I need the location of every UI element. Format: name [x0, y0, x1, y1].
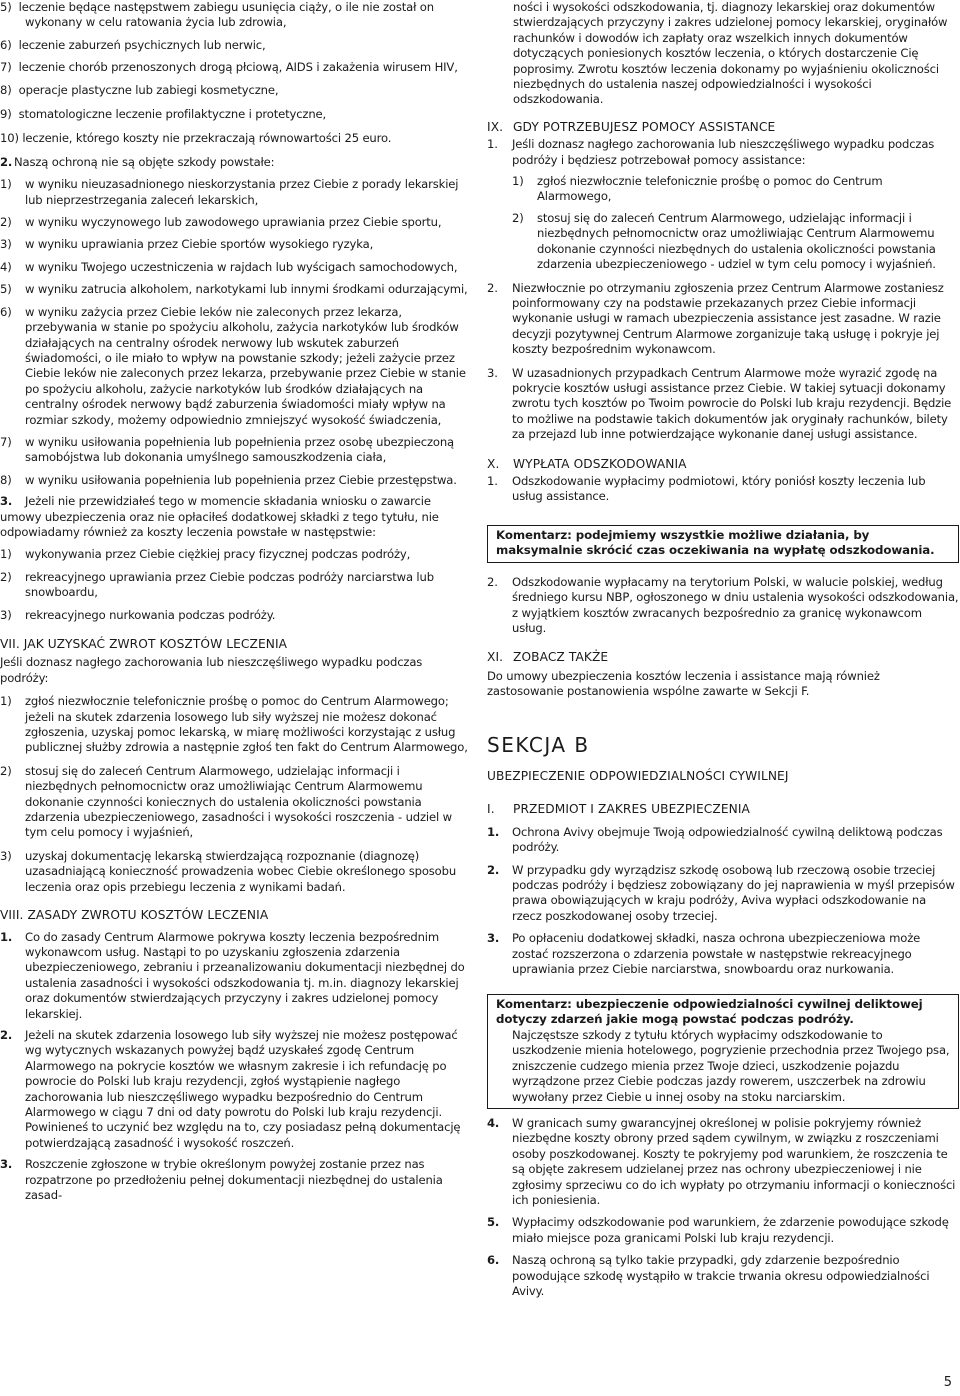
list-item-number: 1.: [487, 824, 500, 839]
ix-item-2: 2. Niezwłocznie po otrzymaniu zgłoszenia przez Centrum Alarmowe zostaniesz poinformowany czy na podstawie przekazanych przez Ciebie informacji wykonanie usługi w ramach ubezpieczenia assistance jest zasadne. W razie decyzji pozytywnej Centrum Alarmowe zorganizuje taką usługę i pokryje jej koszty bezpośrednim wykonawcom.: [487, 280, 944, 357]
list-item-text: Ochrona Avivy obejmuje Twoją odpowiedzialność cywilną deliktową podczas podróży.: [512, 824, 943, 855]
vii-list: [0, 694, 470, 895]
list-item-text: Naszą ochroną są tylko takie przypadki, gdy zdarzenie bezpośrednio powodujące szkodę wystąpiło w trakcie trwania okresu odpowiedzialności Avivy.: [512, 1253, 930, 1299]
list-item-number: 1): [0, 694, 12, 709]
list-item-text: stosuj się do zaleceń Centrum Alarmowego, udzielając informacji i niezbędnych pełnomocnictw oraz umożliwiając Centrum Alarmowemu dokonanie czynności niezbędnych do ustalenia okoliczności powstania zdarzenia ubezpieczeniowego - udziel w tym celu pomocy i wyjaśnień.: [537, 210, 936, 272]
list-item-number: 1): [0, 547, 12, 562]
exclusions-list: [0, 177, 470, 488]
list-item-number: 2): [0, 569, 12, 584]
list-item-text: w wyniku uprawiania przez Ciebie sportów wysokiego ryzyka,: [25, 237, 374, 252]
paragraph-2: 2. Naszą ochroną nie są objęte szkody powstałe:: [0, 154, 275, 169]
left-column: [0, 0, 470, 1203]
list-item: [512, 174, 959, 205]
x-item-2: 2. Odszkodowanie wypłacamy na terytorium Polski, w walucie polskiej, według średniego kursu NBP, ogłoszonego w dniu ustalenia wysokości odszkodowania, z wyjątkiem kosztów zwracanych bezpośrednio za granicę wykonawcom usług.: [487, 574, 959, 635]
list-item-number: 2): [0, 215, 12, 230]
section-heading-xi: XI. ZOBACZ TAKŻE: [487, 650, 609, 665]
section-heading-viii: VIII. ZASADY ZWROTU KOSZTÓW LECZENIA: [0, 908, 269, 923]
list-item: [0, 694, 470, 756]
list-item: [0, 305, 470, 428]
list-item-text: wykonywania przez Ciebie ciężkiej pracy fizycznej podczas podróży,: [25, 547, 411, 562]
list-item: [0, 570, 470, 601]
list-item: [0, 764, 470, 841]
list-item: [487, 863, 959, 925]
list-item: [0, 260, 470, 275]
list-item: [0, 473, 470, 488]
list-item-text: w wyniku Twojego uczestniczenia w rajdach lub wyścigach samochodowych,: [25, 259, 458, 274]
list-item: [0, 849, 470, 895]
ix-item-1: 1. Jeśli doznasz nagłego zachorowania lub nieszczęśliwego wypadku podczas podróży i będziesz potrzebował pomocy assistance:: [487, 137, 935, 167]
list-item-number: 3.: [487, 931, 500, 946]
list-item-text: Roszczenie zgłoszone w trybie określonym powyżej zostanie przez nas rozpatrzone po przedłożeniu pełnej dokumentacji niezbędnej do ustalenia zasad-: [25, 1157, 443, 1202]
list-item: [0, 930, 470, 1022]
list-item-number: 3): [0, 607, 12, 622]
list-item-number: 6): [0, 304, 12, 319]
list-item-text: Wypłacimy odszkodowanie pod warunkiem, że zdarzenie powodujące szkodę miało miejsce poza granicami Polski lub kraju rezydencji.: [512, 1215, 949, 1245]
list-item-number: 5.: [487, 1215, 500, 1230]
list-item-number: 7): [0, 434, 12, 449]
i-list: [487, 825, 959, 978]
list-item-number: 2): [512, 210, 524, 225]
list-item: [0, 237, 470, 252]
list-item: [487, 1116, 959, 1208]
list-item-text: zgłoś niezwłocznie telefonicznie prośbę o pomoc do Centrum Alarmowego,: [537, 174, 883, 204]
list-item: 9) stomatologiczne leczenie profilaktyczne i protetyczne,: [0, 107, 327, 122]
list-item-text: w wyniku usiłowania popełnienia lub popełnienia przez Ciebie przestępstwa.: [25, 472, 457, 487]
list-item-text: W przypadku gdy wyrządzisz szkodę osobową lub rzeczową osobie trzeciej podczas podróży i będziesz zobowiązany do jej naprawienia w myśl przepisów prawa obowiązujących w kraju podróży, Aviva wypłaci odszkodowanie na rzecz poszkodowanej osoby trzeciej.: [512, 862, 955, 923]
list-item-number: 6.: [487, 1253, 500, 1268]
list-item-text: w wyniku zatrucia alkoholem, narkotykami lub innymi środkami odurzającymi,: [25, 282, 468, 297]
list-item-number: 2): [0, 763, 12, 778]
list-item: 7) leczenie chorób przenoszonych drogą płciową, AIDS i zakażenia wirusem HIV,: [0, 60, 458, 75]
list-item: [0, 1028, 470, 1151]
list-item: [0, 547, 470, 562]
list-item-text: w wyniku zażycia przez Ciebie leków nie zaleconych przez lekarza, przebywania w stanie po spożyciu alkoholu, zażycia narkotyków lub środków działających na centralny ośrodek nerwowy lub wskutek zaburzeń świadomości, o ile miało to wpływ na powstanie szkody; jeżeli zażycie przez Ciebie leków nie zaleconych przez lekarza, przebywanie przez Ciebie w stanie po spożyciu alkoholu, zażycie narkotyków lub środków działających na centralny ośrodek nerwowy bądź zaburzenia świadomości miały wpływ na rozmiar szkody, możemy odpowiednio zmniejszyć wysokość świadczenia,: [25, 304, 466, 427]
section-b-title: SEKCJA B: [487, 732, 590, 757]
list-item-text: uzyskaj dokumentację lekarską stwierdzającą rozpoznanie (diagnozę) uzasadniającą konieczność prowadzenia wobec Ciebie określonego sposobu leczenia oraz opis przebiegu leczenia z wynikami badań.: [25, 848, 457, 894]
right-column: [487, 0, 959, 1299]
list-item-text: w wyniku usiłowania popełnienia lub popełnienia przez osobę ubezpieczoną samobójstwa lub dokonania umyślnego samouszkodzenia ciała,: [25, 434, 454, 465]
list-item: [487, 825, 959, 856]
section-heading-vii: VII. JAK UZYSKAĆ ZWROT KOSZTÓW LECZENIA: [0, 637, 288, 651]
list-item: [0, 282, 470, 297]
list-item: [487, 931, 959, 977]
list-item-text: Co do zasady Centrum Alarmowe pokrywa koszty leczenia bezpośrednim wykonawcom usług. Nastąpi to po uzyskaniu zgłoszenia zdarzenia ubezpieczeniowego, zebraniu i przeanalizowaniu dokumentacji niezbędnej do ustalenia zasadności i wysokości odszkodowania tj. m.in. diagnozy lekarskiej oraz dokumentów stwierdzających przyczyny i zakres udzielonej pomocy lekarskiej.: [25, 929, 465, 1021]
section-heading-x: X. WYPŁATA ODSZKODOWANIA: [487, 456, 687, 471]
paragraph-3: 3. Jeżeli nie przewidziałeś tego w momencie składania wniosku o zawarcie umowy ubezpieczenia oraz nie opłaciłeś dodatkowej składki z tego tytułu, nie odpowiadamy również za koszty leczenia powstałe w następstwie:: [0, 494, 439, 539]
list-item-number: 2.: [0, 1027, 13, 1042]
section-heading-ix: IX. GDY POTRZEBUJESZ POMOCY ASSISTANCE: [487, 119, 776, 134]
list-item: 10) leczenie, którego koszty nie przekraczają równowartości 25 euro.: [0, 131, 392, 146]
list-item-text: Po opłaceniu dodatkowej składki, nasza ochrona ubezpieczeniowa może zostać rozszerzona o zdarzenia powstałe w następstwie rekreacyjnego uprawiania przez Ciebie narciarstwa, snowboardu oraz nurkowania.: [512, 931, 921, 977]
section-intro: Jeśli doznasz nagłego zachorowania lub nieszczęśliwego wypadku podczas podróży:: [0, 655, 423, 685]
viii-list: [0, 930, 470, 1204]
i-list-2: [487, 1116, 959, 1299]
list-item: [0, 1157, 470, 1203]
xi-text: Do umowy ubezpieczenia kosztów leczenia i assistance mają również zastosowanie postanowienia wspólne zawarte w Sekcji F.: [487, 668, 880, 699]
list-item-number: 2.: [487, 862, 500, 877]
list-item-text: rekreacyjnego nurkowania podczas podróży.: [25, 607, 276, 622]
list-item: [0, 215, 470, 230]
list-item: 6) leczenie zaburzeń psychicznych lub nerwic,: [0, 37, 266, 52]
list-item-number: 1.: [0, 929, 13, 944]
list-item-number: 3): [0, 237, 12, 252]
page-number: 5: [943, 1375, 952, 1390]
list-item: [0, 608, 470, 623]
list-item-number: 4.: [487, 1116, 500, 1130]
list-item: [512, 211, 959, 273]
continued-text: ności i wysokości odszkodowania, tj. diagnozy lekarskiej oraz dokumentów stwierdzających przyczyny i zakres udzielonej pomocy lekarskiej, oryginałów rachunków i dowodów ich zapłaty oraz wszelkich innych dokumentów dotyczących poniesionych kosztów leczenia, o których dostarczenie Cię poprosimy. Zwrotu kosztów leczenia dokonamy po wyjaśnieniu okoliczności niezbędnych do ustalenia naszej odpowiedzialności i wysokości odszkodowania.: [513, 0, 948, 107]
list-item-number: 1): [0, 177, 12, 192]
list-item: [487, 1215, 959, 1246]
list-item-number: 1): [512, 174, 524, 189]
list-item: [487, 1253, 959, 1299]
section-b-subtitle: UBEZPIECZENIE ODPOWIEDZIALNOŚCI CYWILNEJ: [487, 769, 789, 784]
list-item-text: zgłoś niezwłocznie telefonicznie prośbę o pomoc do Centrum Alarmowego; jeżeli na skutek zdarzenia losowego lub siły wyższej nie możesz dokonać zgłoszenia, uzyskaj pomoc lekarską, w miarę możliwości korzystając z usług publicznej służby zdrowia a następnie zgłoś ten fakt do Centrum Alarmowego,: [25, 694, 468, 755]
section-heading-i: I. PRZEDMIOT I ZAKRES UBEZPIECZENIA: [487, 802, 750, 817]
list-item-number: 8): [0, 472, 12, 487]
list-item-number: 4): [0, 259, 12, 274]
list-item-text: stosuj się do zaleceń Centrum Alarmowego, udzielając informacji i niezbędnych pełnomocnictw oraz umożliwiając Centrum Alarmowemu dokonanie czynności koniecznych do ustalenia okoliczności powstania zdarzenia ubezpieczeniowego, zasadności i wysokości roszczenia - udziel w tym celu pomocy i wyjaśnień,: [25, 763, 452, 840]
list-item-text: W granicach sumy gwarancyjnej określonej w polisie pokryjemy również niezbędne koszty obrony przed sądem cywilnym, w związku z roszczeniami osoby poszkodowanej. Koszty te pokryjemy pod warunkiem, że roszczenia te są objęte zakresem udzielanej przez nas ochrony ubezpieczeniowej i nie zgłosimy sprzeciwu co do ich wypłaty po otrzymaniu informacji o konieczności ich poniesienia.: [512, 1116, 956, 1208]
list-item-text: rekreacyjnego uprawiania przez Ciebie podczas podróży narciarstwa lub snowboardu,: [25, 569, 434, 600]
ix1-list: [487, 174, 959, 272]
list-item-text: w wyniku wyczynowego lub zawodowego uprawiania przez Ciebie sportu,: [25, 215, 442, 230]
comment-box-payout: Komentarz: podejmiemy wszystkie możliwe działania, by maksymalnie skrócić czas oczekiwania na wypłatę odszkodowania.: [487, 525, 959, 563]
list-item: [0, 435, 470, 466]
p3-list: [0, 547, 470, 623]
comment-box-liability: Komentarz: ubezpieczenie odpowiedzialności cywilnej deliktowej dotyczy zdarzeń jakie mogą powstać podczas podróży. Najczęstsze szkody z tytułu których wypłacimy odszkodowanie to uszkodzenie mienia hotelowego, pogryzienie przechodnia przez Twojego psa, zniszczenie cudzego mienia przez Twoje dzieci, uszkodzenie pojazdu wyrządzone przez Ciebie podczas jazdy rowerem, uszczerbek na zdrowiu wywołany przez Ciebie u innej osoby na stoku narciarskim.: [487, 994, 959, 1110]
list-item-number: 3.: [0, 1157, 13, 1172]
list-item-number: 3): [0, 848, 12, 863]
x-item-1: 1. Odszkodowanie wypłacimy podmiotowi, który poniósł koszty leczenia lub usług assistance.: [487, 473, 926, 504]
list-item-number: 5): [0, 282, 12, 297]
ix-item-3: 3. W uzasadnionych przypadkach Centrum Alarmowe może wyrazić zgodę na pokrycie kosztów usługi assistance przez Ciebie. W takiej sytuacji dokonamy zwrotu tych kosztów po Twoim powrocie do Polski lub kraju rezydencji. Będzie to możliwe na podstawie takich dokumentów jak oryginały rachunków, bilety za przejazd lub inne potwierdzające wykonanie danej usługi assistance.: [487, 365, 952, 442]
list-item: [0, 177, 470, 208]
list-item: 8) operacje plastyczne lub zabiegi kosmetyczne,: [0, 82, 279, 97]
list-item: 5) leczenie będące następstwem zabiegu usunięcia ciąży, o ile nie został on wykonany w celu ratowania życia lub zdrowia,: [0, 0, 434, 30]
list-item-text: Jeżeli na skutek zdarzenia losowego lub siły wyższej nie możesz postępować wg wytycznych wskazanych powyżej bądź uzyskałeś zgodę Centrum Alarmowego na pokrycie kosztów we własnym zakresie i ich refundację po powrocie do Polski lub kraju rezydencji, zgłoś wystąpienie nagłego zachorowania lub nieszczęśliwego wypadku bezpośrednio do Centrum Alarmowego w ciągu 7 dni od daty powrotu do Polski lub kraju rezydencji. Powinieneś to uczynić bez względu na to, czy posiadasz pełną dokumentację potwierdzającą zasadność i wysokość roszczeń.: [25, 1027, 461, 1150]
list-item-text: w wyniku nieuzasadnionego nieskorzystania przez Ciebie z porady lekarskiej lub nieprzestrzegania zaleceń lekarskich,: [25, 177, 459, 207]
